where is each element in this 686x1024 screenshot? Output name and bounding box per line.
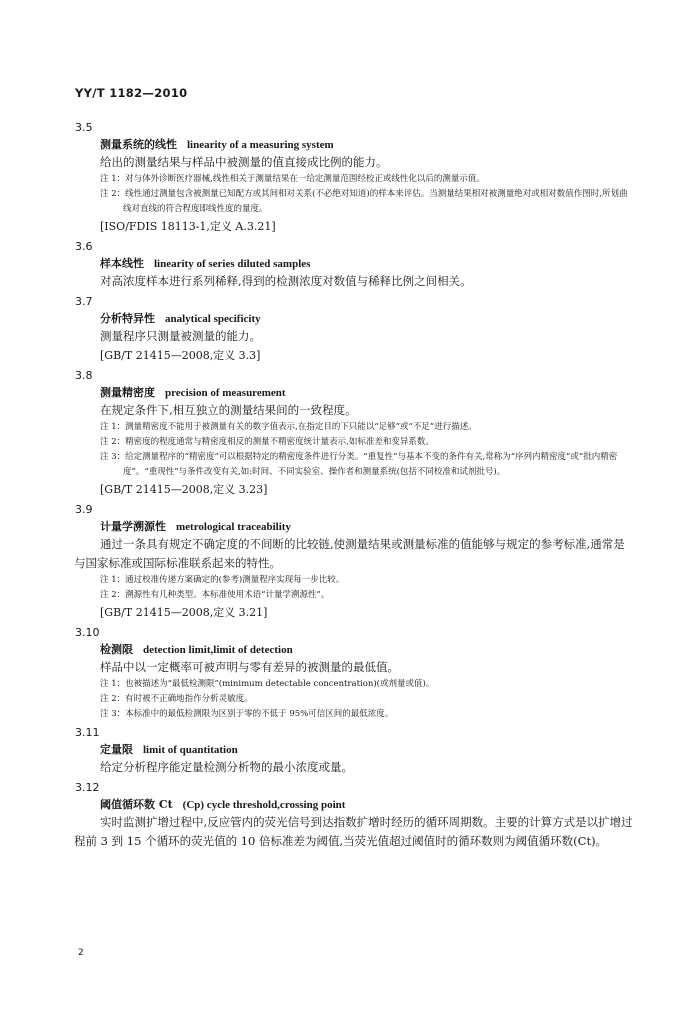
reference: [GB/T 21415—2008,定义 3.21] [100,606,268,619]
note: 注 3：本标准中的最低检测限为区别于零的不低于 95%可信区间的最低浓度。 [100,709,394,719]
term-en: limit of quantitation [143,744,238,756]
reference: [ISO/FDIS 18113-1,定义 A.3.21] [100,220,276,233]
section-number: 3.10 [75,626,100,639]
note: 注 1：对与体外诊断医疗器械,线性相关于测量结果在一给定测量范围经校正或线性化以后的测量示值。 [100,174,485,184]
note: 注 2：线性通过测量包含被测量已知配方或其间相对关系(不必绝对知道)的样本来评估。当测量结果相对被测量绝对或相对数值作图时,所划曲线对直线的符合程度即线性度的量度。 [100,189,628,214]
term-en: detection limit,limit of detection [143,644,293,656]
term-heading [100,137,634,153]
note: 注 2：溯源性有几种类型。本标准使用术语“计量学溯源性”。 [100,590,330,600]
term-cn: 计量学溯源性 [100,520,166,533]
term-en: linearity of series diluted samples [154,258,311,270]
definition: 测量程序只测量被测量的能力。 [100,329,261,343]
term-cn: 样本线性 [100,257,144,270]
terms-content [74,117,634,851]
definition: 通过一条具有规定不确定度的不间断的比较链,使测量结果或测量标准的值能够与规定的参考标准,通常是与国家标准或国际标准联系起来的特性。 [74,537,625,570]
section-number: 3.6 [75,240,93,253]
definition: 给出的测量结果与样品中被测量的值直接成比例的能力。 [100,155,388,169]
reference: [GB/T 21415—2008,定义 3.3] [100,349,261,362]
term-en: (Cp) cycle threshold,crossing point [182,799,346,811]
section-number: 3.11 [75,726,100,739]
term-en: precision of measurement [165,387,286,399]
term-heading [100,642,634,658]
definition: 给定分析程序能定量检测分析物的最小浓度或量。 [100,760,353,774]
term-heading [100,311,634,327]
term-heading [100,797,634,813]
term-heading [100,742,634,758]
note: 注 2：精密度的程度通常与精密度相反的测量不精密度统计量表示,如标准差和变异系数。 [100,437,434,447]
definition: 样品中以一定概率可被声明与零有差异的被测量的最低值。 [100,660,399,674]
note: 注 1：也被描述为“最低检测限”(minimum detectable concentration)(或剂量或值)。 [100,679,435,689]
term-cn: 检测限 [100,643,133,656]
term-heading [100,385,634,401]
note: 注 1：通过校准传递方案确定的(参考)测量程序实现每一步比较。 [100,575,345,585]
term-cn: 阈值循环数 Ct [100,798,173,811]
section-number: 3.8 [75,369,93,382]
note: 注 1：测量精密度不能用于被测量有关的数字值表示,在指定目的下只能以“足够”或“不足”进行描述。 [100,422,477,432]
term-en: linearity of a measuring system [187,139,334,151]
term-heading [100,256,634,272]
term-en: analytical specificity [165,313,261,325]
section-number: 3.7 [75,295,93,308]
definition: 在规定条件下,相互独立的测量结果间的一致程度。 [100,403,357,417]
standard-number: YY/T 1182—2010 [75,86,188,100]
term-cn: 定量限 [100,743,133,756]
definition: 对高浓度样本进行系列稀释,得到的检测浓度对数值与稀释比例之间相关。 [100,274,472,288]
term-cn: 分析特异性 [100,312,155,325]
definition: 实时监测扩增过程中,反应管内的荧光信号到达指数扩增时经历的循环周期数。主要的计算方式是以扩增过程前 3 到 15 个循环的荧光值的 10 倍标准差为阈值,当荧光值超过阈值时的循环数则为阈值循环数(Ct)。 [74,815,633,848]
reference: [GB/T 21415—2008,定义 3.23] [100,483,268,496]
term-cn: 测量精密度 [100,386,155,399]
term-cn: 测量系统的线性 [100,138,177,151]
note: 注 2：有时被不正确地指作分析灵敏度。 [100,694,253,704]
page-number: 2 [78,948,84,958]
term-heading [100,519,634,535]
section-number: 3.12 [75,781,100,794]
term-en: metrological traceability [176,521,291,533]
section-number: 3.9 [75,503,93,516]
section-number: 3.5 [75,121,93,134]
note: 注 3：给定测量程序的“精密度”可以根据特定的精密度条件进行分类。“重复性”与基本不变的条件有关,常称为“序列内精密度”或“批内精密度”。“重现性”与条件改变有关,如:时间、不同实验室、操作者和测量系统(包括不同校准和试剂批号)。 [100,452,618,477]
